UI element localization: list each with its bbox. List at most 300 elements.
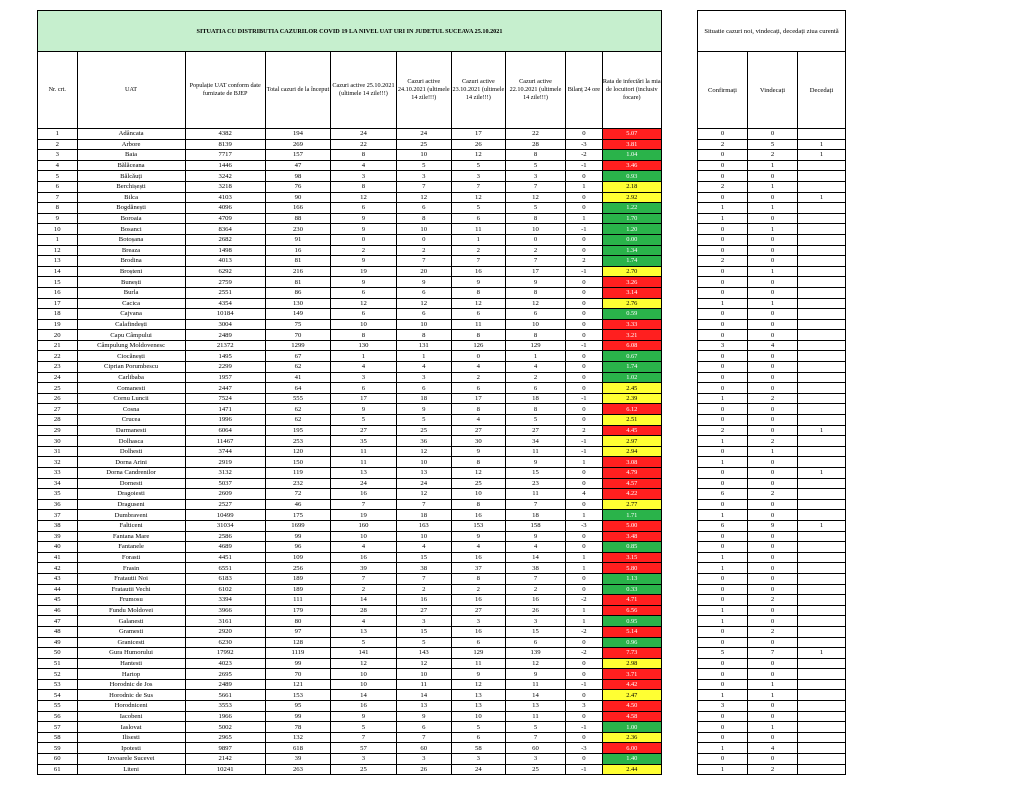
cell-nr: 57: [38, 722, 78, 733]
cell-total-cases: 70: [265, 669, 331, 680]
cell-nr: 3: [38, 150, 78, 161]
cell-infection-rate: 5.14: [602, 626, 661, 637]
side-table-row: [698, 245, 846, 256]
cell-uat: Burla: [77, 287, 185, 298]
cell-active-23: 27: [451, 425, 505, 436]
table-row: [38, 203, 662, 214]
table-row: [38, 351, 662, 362]
side-table-row: [698, 256, 846, 267]
cell-population: 6102: [185, 584, 265, 595]
cell-active-24: 5: [396, 415, 451, 426]
cell-population: 7717: [185, 150, 265, 161]
cell-active-25: 17: [331, 393, 397, 404]
cell-nr: 41: [38, 552, 78, 563]
cell-active-25: 10: [331, 669, 397, 680]
cell-confirmed: 0: [698, 446, 748, 457]
cell-active-23: 2: [451, 372, 505, 383]
cell-recovered: 0: [748, 669, 798, 680]
cell-active-25: 6: [331, 287, 397, 298]
cell-nr: 59: [38, 743, 78, 754]
cell-active-23: 5: [451, 722, 505, 733]
cell-deceased: [798, 256, 846, 267]
side-table-row: [698, 626, 846, 637]
cell-active-23: 4: [451, 542, 505, 553]
cell-deceased: [798, 287, 846, 298]
table-row: [38, 362, 662, 373]
cell-active-22: 4: [505, 362, 565, 373]
cell-total-cases: 157: [265, 150, 331, 161]
cell-recovered: 2: [748, 150, 798, 161]
cell-uat: Ilisesti: [77, 732, 185, 743]
cell-active-24: 3: [396, 372, 451, 383]
cell-uat: Fantana Mare: [77, 531, 185, 542]
cell-nr: 33: [38, 468, 78, 479]
cell-active-24: 27: [396, 605, 451, 616]
cell-deceased: [798, 298, 846, 309]
cell-nr: 38: [38, 520, 78, 531]
table-row: [38, 616, 662, 627]
cell-active-23: 16: [451, 552, 505, 563]
cell-active-23: 6: [451, 732, 505, 743]
cell-deceased: [798, 446, 846, 457]
cell-confirmed: 0: [698, 266, 748, 277]
cell-deceased: 1: [798, 150, 846, 161]
cell-uat: Frasin: [77, 563, 185, 574]
cell-population: 5661: [185, 690, 265, 701]
cell-active-25: 8: [331, 181, 397, 192]
cell-recovered: 0: [748, 637, 798, 648]
cell-infection-rate: 0.95: [602, 616, 661, 627]
cell-total-cases: 189: [265, 584, 331, 595]
cell-confirmed: 2: [698, 139, 748, 150]
cell-recovered: 0: [748, 287, 798, 298]
cell-uat: Dragoiesti: [77, 489, 185, 500]
cell-active-23: 26: [451, 139, 505, 150]
cell-nr: 34: [38, 478, 78, 489]
table-row: [38, 266, 662, 277]
cell-population: 1471: [185, 404, 265, 415]
cell-total-cases: 194: [265, 129, 331, 140]
cell-deceased: [798, 605, 846, 616]
cell-infection-rate: 1.20: [602, 224, 661, 235]
cell-infection-rate: 6.56: [602, 605, 661, 616]
cell-deceased: 1: [798, 425, 846, 436]
cell-active-23: 10: [451, 711, 505, 722]
cell-uat: Ciprian Porumbescu: [77, 362, 185, 373]
cell-balance: 0: [566, 298, 602, 309]
cell-active-22: 11: [505, 679, 565, 690]
cell-infection-rate: 3.26: [602, 277, 661, 288]
col-header-active-22: Cazuri active 22.10.2021 (ultimele 14 zile!!!): [505, 52, 565, 129]
cell-population: 3242: [185, 171, 265, 182]
cell-nr: 32: [38, 457, 78, 468]
cell-uat: Gramesti: [77, 626, 185, 637]
cell-confirmed: 0: [698, 531, 748, 542]
cell-active-25: 3: [331, 754, 397, 765]
cell-active-23: 3: [451, 616, 505, 627]
table-row: [38, 425, 662, 436]
cell-balance: 1: [566, 616, 602, 627]
cell-total-cases: 99: [265, 531, 331, 542]
col-header-confirmed: Confirmați: [698, 52, 748, 129]
cell-active-24: 3: [396, 171, 451, 182]
cell-active-23: 16: [451, 595, 505, 606]
cell-recovered: 0: [748, 499, 798, 510]
cell-deceased: [798, 764, 846, 775]
cell-uat: Calafindești: [77, 319, 185, 330]
cell-total-cases: 91: [265, 234, 331, 245]
cell-total-cases: 98: [265, 171, 331, 182]
cell-infection-rate: 2.39: [602, 393, 661, 404]
cell-active-23: 17: [451, 393, 505, 404]
cell-balance: -1: [566, 722, 602, 733]
cell-active-23: 6: [451, 213, 505, 224]
cell-recovered: 0: [748, 415, 798, 426]
cell-active-23: 9: [451, 531, 505, 542]
cell-balance: 0: [566, 658, 602, 669]
cell-confirmed: 1: [698, 616, 748, 627]
cell-population: 1446: [185, 160, 265, 171]
table-row: [38, 669, 662, 680]
cell-balance: 0: [566, 573, 602, 584]
cell-active-24: 14: [396, 690, 451, 701]
cell-population: 1966: [185, 711, 265, 722]
cell-active-22: 5: [505, 415, 565, 426]
cell-total-cases: 253: [265, 436, 331, 447]
cell-population: 6230: [185, 637, 265, 648]
table-row: [38, 489, 662, 500]
cell-active-25: 13: [331, 468, 397, 479]
cell-nr: 39: [38, 531, 78, 542]
cell-active-24: 24: [396, 478, 451, 489]
cell-infection-rate: 1.70: [602, 213, 661, 224]
cell-recovered: 0: [748, 605, 798, 616]
cell-active-24: 15: [396, 552, 451, 563]
cell-balance: -1: [566, 764, 602, 775]
cell-uat: Horodnic de Jos: [77, 679, 185, 690]
cell-active-24: 12: [396, 658, 451, 669]
cell-deceased: [798, 203, 846, 214]
side-table-row: [698, 690, 846, 701]
cell-recovered: 2: [748, 626, 798, 637]
cell-nr: 29: [38, 425, 78, 436]
cell-active-25: 2: [331, 584, 397, 595]
side-table-row: [698, 415, 846, 426]
cell-active-22: 2: [505, 372, 565, 383]
cell-infection-rate: 1.22: [602, 203, 661, 214]
cell-deceased: [798, 669, 846, 680]
cell-recovered: 1: [748, 722, 798, 733]
cell-active-22: 2: [505, 584, 565, 595]
cell-deceased: 1: [798, 468, 846, 479]
cell-total-cases: 75: [265, 319, 331, 330]
cell-active-22: 8: [505, 150, 565, 161]
cell-balance: 0: [566, 192, 602, 203]
cell-infection-rate: 2.77: [602, 499, 661, 510]
side-table-row: [698, 573, 846, 584]
cell-total-cases: 76: [265, 181, 331, 192]
side-table-row: [698, 362, 846, 373]
cell-balance: 0: [566, 245, 602, 256]
cell-deceased: [798, 340, 846, 351]
cell-active-23: 25: [451, 478, 505, 489]
cell-infection-rate: 3.15: [602, 552, 661, 563]
cell-infection-rate: 4.42: [602, 679, 661, 690]
cell-active-22: 12: [505, 192, 565, 203]
cell-infection-rate: 6.08: [602, 340, 661, 351]
side-table-row: [698, 563, 846, 574]
cell-balance: 0: [566, 468, 602, 479]
cell-nr: 44: [38, 584, 78, 595]
cell-active-25: 16: [331, 552, 397, 563]
cell-deceased: [798, 658, 846, 669]
cell-confirmed: 0: [698, 171, 748, 182]
table-row: [38, 468, 662, 479]
cell-active-24: 6: [396, 722, 451, 733]
cell-recovered: 0: [748, 478, 798, 489]
cell-active-24: 6: [396, 203, 451, 214]
cell-active-24: 4: [396, 542, 451, 553]
table-row: [38, 690, 662, 701]
cell-nr: 42: [38, 563, 78, 574]
cell-active-25: 7: [331, 573, 397, 584]
cell-active-24: 7: [396, 499, 451, 510]
cell-active-22: 6: [505, 383, 565, 394]
cell-recovered: 0: [748, 383, 798, 394]
side-table-row: [698, 669, 846, 680]
cell-active-25: 14: [331, 690, 397, 701]
cell-active-24: 163: [396, 520, 451, 531]
side-table-row: [698, 203, 846, 214]
cell-active-24: 12: [396, 298, 451, 309]
cell-nr: 7: [38, 192, 78, 203]
cell-confirmed: 0: [698, 626, 748, 637]
cell-active-24: 8: [396, 213, 451, 224]
cell-uat: Comanesti: [77, 383, 185, 394]
cell-active-22: 5: [505, 160, 565, 171]
cell-confirmed: 1: [698, 690, 748, 701]
cell-nr: 16: [38, 287, 78, 298]
cell-deceased: 1: [798, 520, 846, 531]
cell-active-25: 5: [331, 722, 397, 733]
cell-recovered: 5: [748, 139, 798, 150]
cell-recovered: 0: [748, 573, 798, 584]
cell-balance: 0: [566, 531, 602, 542]
table-row: [38, 181, 662, 192]
cell-confirmed: 0: [698, 754, 748, 765]
cell-active-22: 27: [505, 425, 565, 436]
cell-confirmed: 0: [698, 415, 748, 426]
cell-infection-rate: 2.92: [602, 192, 661, 203]
cell-active-23: 10: [451, 489, 505, 500]
cell-recovered: 0: [748, 457, 798, 468]
cell-active-23: 3: [451, 754, 505, 765]
cell-active-25: 9: [331, 711, 397, 722]
cell-confirmed: 0: [698, 234, 748, 245]
cell-deceased: [798, 573, 846, 584]
cell-recovered: 0: [748, 192, 798, 203]
cell-nr: 2: [38, 139, 78, 150]
side-table-row: [698, 330, 846, 341]
cell-population: 4451: [185, 552, 265, 563]
cell-total-cases: 179: [265, 605, 331, 616]
cell-nr: 49: [38, 637, 78, 648]
cell-active-22: 3: [505, 754, 565, 765]
cell-recovered: 1: [748, 679, 798, 690]
cell-confirmed: 0: [698, 478, 748, 489]
cell-population: 10184: [185, 309, 265, 320]
cell-active-23: 6: [451, 637, 505, 648]
cell-confirmed: 2: [698, 256, 748, 267]
cell-total-cases: 70: [265, 330, 331, 341]
side-table-row: [698, 266, 846, 277]
cell-active-23: 2: [451, 584, 505, 595]
cell-uat: Bunești: [77, 277, 185, 288]
cell-uat: Bălcăuți: [77, 171, 185, 182]
cell-active-23: 7: [451, 181, 505, 192]
cell-recovered: 0: [748, 277, 798, 288]
cell-confirmed: 2: [698, 425, 748, 436]
cell-active-22: 6: [505, 309, 565, 320]
cell-active-23: 8: [451, 499, 505, 510]
cell-nr: 45: [38, 595, 78, 606]
cell-active-25: 5: [331, 637, 397, 648]
cell-population: 2586: [185, 531, 265, 542]
cell-active-24: 5: [396, 160, 451, 171]
table-row: [38, 637, 662, 648]
cell-infection-rate: 1.40: [602, 754, 661, 765]
cell-active-25: 4: [331, 616, 397, 627]
cell-total-cases: 99: [265, 711, 331, 722]
cell-confirmed: 0: [698, 287, 748, 298]
col-header-deceased: Decedați: [798, 52, 846, 129]
cell-population: 1495: [185, 351, 265, 362]
cell-active-23: 12: [451, 679, 505, 690]
cell-active-23: 30: [451, 436, 505, 447]
cell-total-cases: 130: [265, 298, 331, 309]
cell-total-cases: 78: [265, 722, 331, 733]
cell-uat: Bogdănești: [77, 203, 185, 214]
cell-active-24: 2: [396, 584, 451, 595]
cell-uat: Câmpulung Moldovenesc: [77, 340, 185, 351]
cell-nr: 21: [38, 340, 78, 351]
cell-balance: 0: [566, 669, 602, 680]
cell-nr: 10: [38, 224, 78, 235]
table-row: [38, 584, 662, 595]
cell-deceased: [798, 362, 846, 373]
cell-population: 8364: [185, 224, 265, 235]
cell-nr: 1: [38, 234, 78, 245]
cell-total-cases: 41: [265, 372, 331, 383]
cell-population: 10499: [185, 510, 265, 521]
cell-uat: Liteni: [77, 764, 185, 775]
side-table-row: [698, 489, 846, 500]
table-row: [38, 415, 662, 426]
cell-total-cases: 67: [265, 351, 331, 362]
table-row: [38, 701, 662, 712]
cell-recovered: 0: [748, 552, 798, 563]
cell-active-24: 7: [396, 256, 451, 267]
table-row: [38, 520, 662, 531]
cell-active-24: 25: [396, 425, 451, 436]
table-row: [38, 393, 662, 404]
cell-uat: Carlibaba: [77, 372, 185, 383]
cell-total-cases: 232: [265, 478, 331, 489]
cell-infection-rate: 6.12: [602, 404, 661, 415]
cell-total-cases: 166: [265, 203, 331, 214]
cell-active-23: 16: [451, 510, 505, 521]
cell-balance: 1: [566, 605, 602, 616]
side-table-row: [698, 287, 846, 298]
cell-uat: Falticeni: [77, 520, 185, 531]
cell-active-24: 24: [396, 129, 451, 140]
cell-active-22: 7: [505, 499, 565, 510]
cell-active-22: 9: [505, 531, 565, 542]
cell-infection-rate: 2.45: [602, 383, 661, 394]
cell-active-24: 9: [396, 711, 451, 722]
cell-deceased: [798, 309, 846, 320]
cell-nr: 24: [38, 372, 78, 383]
cell-uat: Horodnic de Sus: [77, 690, 185, 701]
cell-uat: Arbore: [77, 139, 185, 150]
covid-distribution-table: [37, 10, 662, 775]
cell-active-25: 1: [331, 351, 397, 362]
cell-recovered: 2: [748, 436, 798, 447]
cell-nr: 13: [38, 256, 78, 267]
cell-active-24: 0: [396, 234, 451, 245]
cell-recovered: 0: [748, 319, 798, 330]
cell-balance: 0: [566, 754, 602, 765]
cell-balance: 0: [566, 584, 602, 595]
cell-nr: 35: [38, 489, 78, 500]
side-table-row: [698, 542, 846, 553]
cell-nr: 30: [38, 436, 78, 447]
cell-active-22: 8: [505, 330, 565, 341]
cell-active-25: 130: [331, 340, 397, 351]
cell-deceased: [798, 224, 846, 235]
cell-nr: 4: [38, 160, 78, 171]
cell-total-cases: 1299: [265, 340, 331, 351]
side-table-row: [698, 425, 846, 436]
cell-balance: -2: [566, 626, 602, 637]
cell-nr: 54: [38, 690, 78, 701]
cell-population: 4013: [185, 256, 265, 267]
cell-deceased: [798, 277, 846, 288]
side-table-row: [698, 510, 846, 521]
cell-nr: 27: [38, 404, 78, 415]
cell-population: 6064: [185, 425, 265, 436]
cell-active-24: 3: [396, 616, 451, 627]
cell-uat: Cosna: [77, 404, 185, 415]
cell-infection-rate: 5.80: [602, 563, 661, 574]
side-table-row: [698, 129, 846, 140]
table-row: [38, 160, 662, 171]
cell-active-23: 0: [451, 351, 505, 362]
cell-infection-rate: 3.14: [602, 287, 661, 298]
cell-uat: Horodniceni: [77, 701, 185, 712]
header-row: [38, 52, 662, 129]
cell-balance: 1: [566, 552, 602, 563]
cell-total-cases: 62: [265, 362, 331, 373]
cell-population: 1957: [185, 372, 265, 383]
cell-nr: 36: [38, 499, 78, 510]
cell-total-cases: 132: [265, 732, 331, 743]
cell-active-23: 4: [451, 362, 505, 373]
cell-recovered: 0: [748, 171, 798, 182]
cell-deceased: [798, 171, 846, 182]
cell-active-24: 10: [396, 224, 451, 235]
cell-total-cases: 256: [265, 563, 331, 574]
